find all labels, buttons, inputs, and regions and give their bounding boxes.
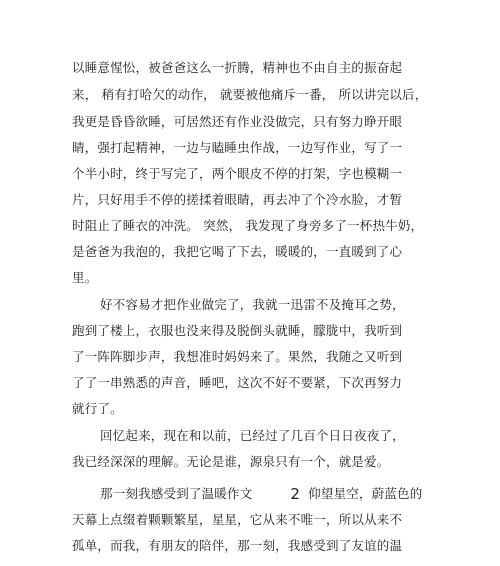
text-line: 以睡意惺忪，被爸爸这么一折腾，精神也不由自主的振奋起 xyxy=(72,60,403,75)
text-line: 回忆起来，现在和以前，已经过了几百个日日夜夜了， xyxy=(100,428,405,443)
essay-title: 那一刻我感受到了温暖作文 xyxy=(100,486,253,501)
text-line: 孤单，而我，有朋友的陪伴，那一刻，我感受到了友谊的温 xyxy=(72,538,403,553)
page-number: 2 xyxy=(290,485,301,503)
text-line: 个半小时，终于写完了，两个眼皮不停的打架，字也模糊一 xyxy=(72,166,403,181)
text-line-with-page-number xyxy=(100,486,422,502)
text-line: 好不容易才把作业做完了，我就一迅雷不及掩耳之势， xyxy=(100,297,405,312)
text-line: 睛，强打起精神，一边与瞌睡虫作战，一边写作业，写了一 xyxy=(72,140,403,155)
text-line: 跑到了楼上，衣服也没来得及脱倒头就睡，朦胧中，我听到 xyxy=(72,323,403,338)
text-line: 天幕上点缀着颗颗繁星，星星，它从来不唯一，所以从来不 xyxy=(72,512,403,527)
text-line: 我更是昏昏欲睡，可居然还有作业没做完，只有努力睁开眼 xyxy=(72,114,403,129)
text-line: 里。 xyxy=(72,270,98,285)
text-line: 了一阵阵脚步声，我想准时妈妈来了。果然，我随之又听到 xyxy=(72,349,403,364)
text-line: 来， 稍有打哈欠的动作， 就要被他痛斥一番， 所以讲完以后， xyxy=(72,87,428,102)
text-line: 是爸爸为我泡的，我把它喝了下去，暖暖的，一直暖到了心 xyxy=(72,244,403,259)
text-line: 了了一串熟悉的声音，睡吧，这次不好不要紧，下次再努力 xyxy=(72,375,403,390)
text-line: 就行了。 xyxy=(72,401,123,416)
text-line: 我已经深深的理解。无论是谁，源泉只有一个，就是爱。 xyxy=(72,454,390,469)
text-line: 仰望星空，蔚蓝色的 xyxy=(308,486,423,501)
text-line: 时阻止了睡衣的冲洗。 突然， 我发现了身旁多了一杯热牛奶， xyxy=(72,218,424,233)
text-line: 片，只好用手不停的搓揉着眼睛，再去冲了个冷水脸，才暂 xyxy=(72,192,403,207)
